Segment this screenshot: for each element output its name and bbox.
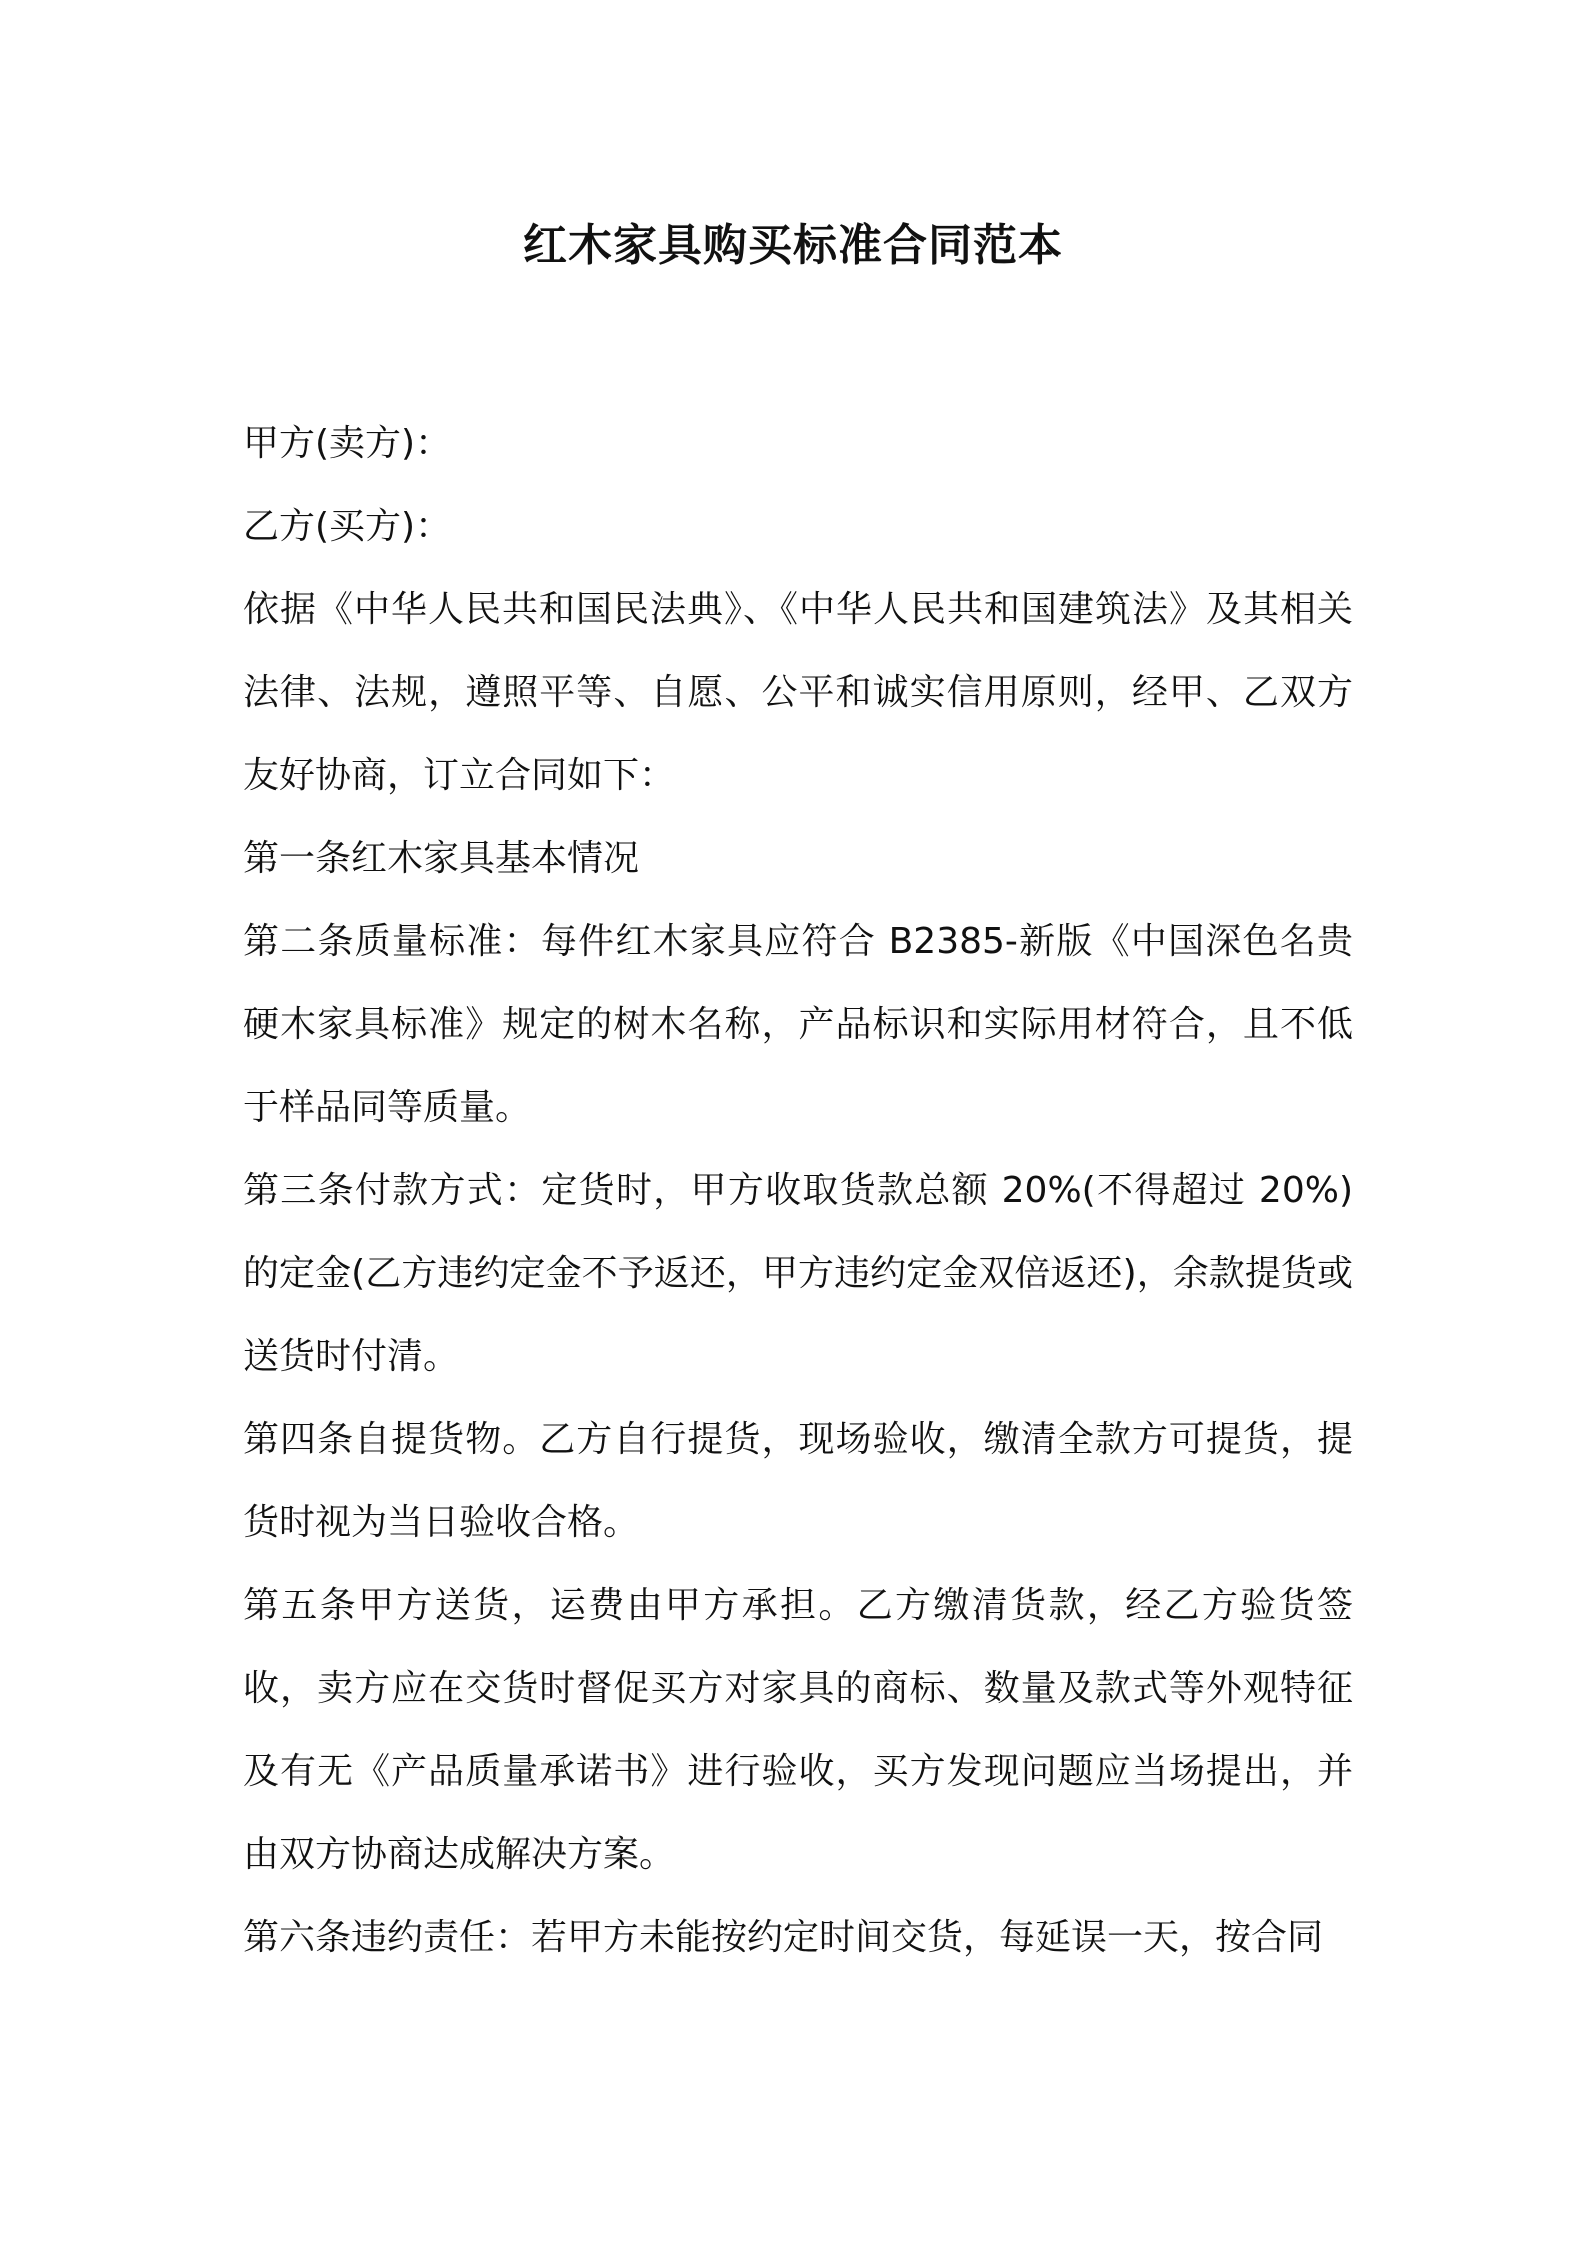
document-title: 红木家具购买标准合同范本 <box>523 220 1063 271</box>
article-5-paragraph: 第五条甲方送货，运费由甲方承担。乙方缴清货款，经乙方验货签收，卖方应在交货时督促买方对家具的商标、数量及款式等外观特征及有无《产品质量承诺书》进行验收，买方发现问题应当场提出，并由双方协商达成解决方案。 <box>243 1585 1353 1875</box>
article-1-heading: 第一条红木家具基本情况 <box>243 838 640 879</box>
article-6-paragraph: 第六条违约责任：若甲方未能按约定时间交货，每延误一天，按合同 <box>243 1917 1324 1958</box>
article-3-paragraph: 第三条付款方式：定货时，甲方收取货款总额 20%(不得超过 20%)的定金(乙方违约定金不予返还，甲方违约定金双倍返还)，余款提货或送货时付清。 <box>243 1170 1353 1377</box>
preamble-paragraph: 依据《中华人民共和国民法典》、《中华人民共和国建筑法》及其相关法律、法规，遵照平等、自愿、公平和诚实信用原则，经甲、乙双方友好协商，订立合同如下： <box>243 589 1353 796</box>
article-2-paragraph: 第二条质量标准：每件红木家具应符合 B2385-新版《中国深色名贵硬木家具标准》规定的树木名称，产品标识和实际用材符合，且不低于样品同等质量。 <box>243 921 1353 1128</box>
party-a-line: 甲方(卖方)： <box>243 423 452 464</box>
party-b-line: 乙方(买方)： <box>243 506 452 547</box>
document-body <box>243 402 1353 1979</box>
article-4-paragraph: 第四条自提货物。乙方自行提货，现场验收，缴清全款方可提货，提货时视为当日验收合格。 <box>243 1419 1353 1543</box>
